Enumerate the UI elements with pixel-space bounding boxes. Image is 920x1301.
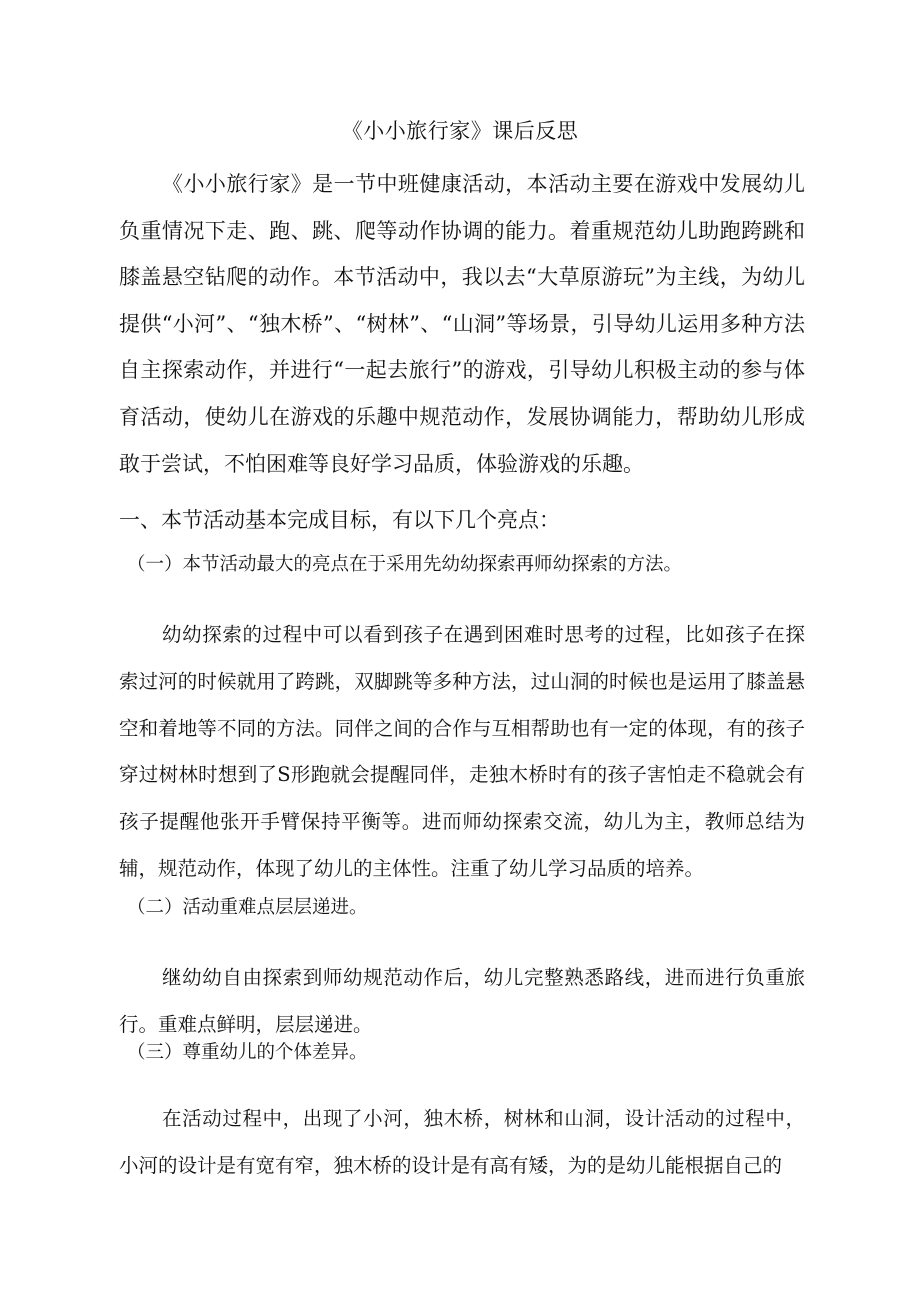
subsection-3-heading: （三）尊重幼儿的个体差异。 [127, 1042, 368, 1063]
subsection-3-body: 在活动过程中，出现了小河，独木桥，树林和山洞，设计活动的过程中，小河的设计是有宽有窄，独木桥的设计是有高有矮，为的是幼儿能根据自己的 [119, 1107, 805, 1177]
subsection-1-heading: （一）本节活动最大的亮点在于采用先幼幼探索再师幼探索的方法。 [127, 554, 683, 575]
subsection-1-body: 幼幼探索的过程中可以看到孩子在遇到困难时思考的过程，比如孩子在探索过河的时候就用了跨跳，双脚跳等多种方法，过山洞的时候也是运用了膝盖悬空和着地等不同的方法。同伴之间的合作与互相帮助也有一定的体现，有的孩子穿过树林时想到了S形跑就会提醒同伴，走独木桥时有的孩子害怕走不稳就会有孩子提醒他张开手臂保持平衡等。进而师幼探索交流，幼儿为主，教师总结为辅，规范动作，体现了幼儿的主体性。注重了幼儿学习品质的培养。 [119, 623, 805, 880]
document-title: 《小小旅行家》课后反思 [341, 119, 579, 143]
section-1-heading: 一、本节活动基本完成目标，有以下几个亮点： [119, 508, 560, 532]
intro-paragraph: 《小小旅行家》是一节中班健康活动，本活动主要在游戏中发展幼儿负重情况下走、跑、跳、爬等动作协调的能力。着重规范幼儿助跑跨跳和膝盖悬空钻爬的动作。本节活动中，我以去“大草原游玩”为主线，为幼儿提供“小河”、“独木桥”、“树林”、“山洞”等场景，引导幼儿运用多种方法自主探索动作，并进行“一起去旅行”的游戏，引导幼儿积极主动的参与体育活动，使幼儿在游戏的乐趣中规范动作，发展协调能力，帮助幼儿形成敢于尝试，不怕困难等良好学习品质，体验游戏的乐趣。 [119, 172, 805, 476]
subsection-2-heading: （二）活动重难点层层递进。 [127, 897, 368, 918]
subsection-2-body: 继幼幼自由探索到师幼规范动作后，幼儿完整熟悉路线，进而进行负重旅行。重难点鲜明，层层递进。 [119, 966, 805, 1036]
